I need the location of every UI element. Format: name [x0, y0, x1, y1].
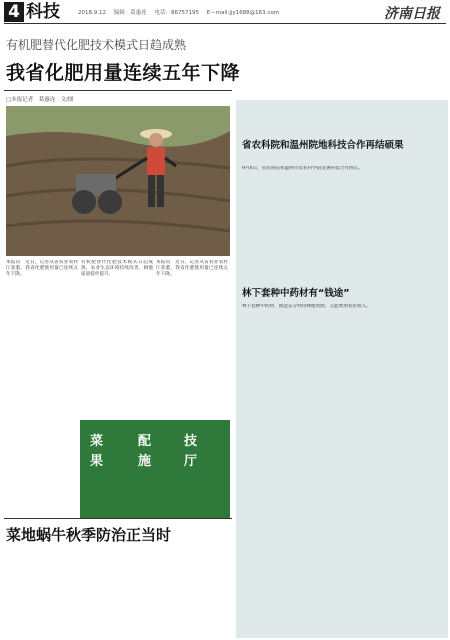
sidebar-story2-body: 林下套种中药材，既能充分利用林地资源，又能增加农民收入。 — [242, 304, 371, 309]
snail-rule — [4, 518, 232, 519]
poster-char-5: 技 — [184, 434, 198, 449]
page-header — [0, 0, 450, 24]
farmer-photo — [6, 106, 230, 256]
lead-byline: □本报记者 葛惠连 文/图 — [6, 97, 74, 103]
page-number: 4 — [4, 2, 24, 22]
poster-char-6: 厅 — [184, 454, 198, 469]
header-rule — [4, 23, 446, 24]
poster-char-2: 果 — [90, 454, 104, 469]
poster-char-1: 菜 — [90, 434, 104, 449]
snail-body — [6, 546, 230, 636]
poster-char-4: 施 — [138, 454, 152, 469]
poster-char-3: 配 — [138, 434, 152, 449]
lead-column-3: 本报讯 近日，记者从省农业农村厅获悉，我省化肥使用量已连续五年下降。 — [156, 260, 228, 278]
masthead-logo: 济南日报 — [384, 6, 440, 22]
header-meta — [78, 8, 285, 16]
sidebar-story2-title: 林下套种中药材有“钱途” — [242, 288, 350, 299]
fertilizer-poster-photo — [80, 420, 230, 518]
editor: 编辑：葛惠连 — [113, 10, 147, 16]
email: E—mail:jjy1688@163.com — [206, 10, 280, 16]
lead-column-2: 有机肥替代化肥技术模式日趋成熟，农业生态环境持续改善，耕地质量稳步提升。 — [81, 260, 153, 278]
phone: 电话：86757195 — [154, 10, 200, 16]
issue-date: 2018.9.12 — [78, 10, 106, 16]
snail-headline: 菜地蜗牛秋季防治正当时 — [6, 526, 172, 544]
lead-column-1: 本报讯 近日，记者从省农业农村厅获悉，我省化肥使用量已连续五年下降。 — [6, 260, 78, 278]
lead-headline: 我省化肥用量连续五年下降 — [6, 62, 241, 84]
lead-rule — [4, 90, 232, 91]
sidebar-story1-title: 省农科院和温州院地科技合作再结硕果 — [242, 140, 404, 151]
sidebar-story1-body: 9月4日，省农科院和温州市农业科学院签署科技合作协议。 — [242, 166, 363, 171]
lead-kicker: 有机肥替代化肥技术模式日趋成熟 — [6, 38, 187, 52]
section-name: 科技 — [26, 2, 60, 22]
